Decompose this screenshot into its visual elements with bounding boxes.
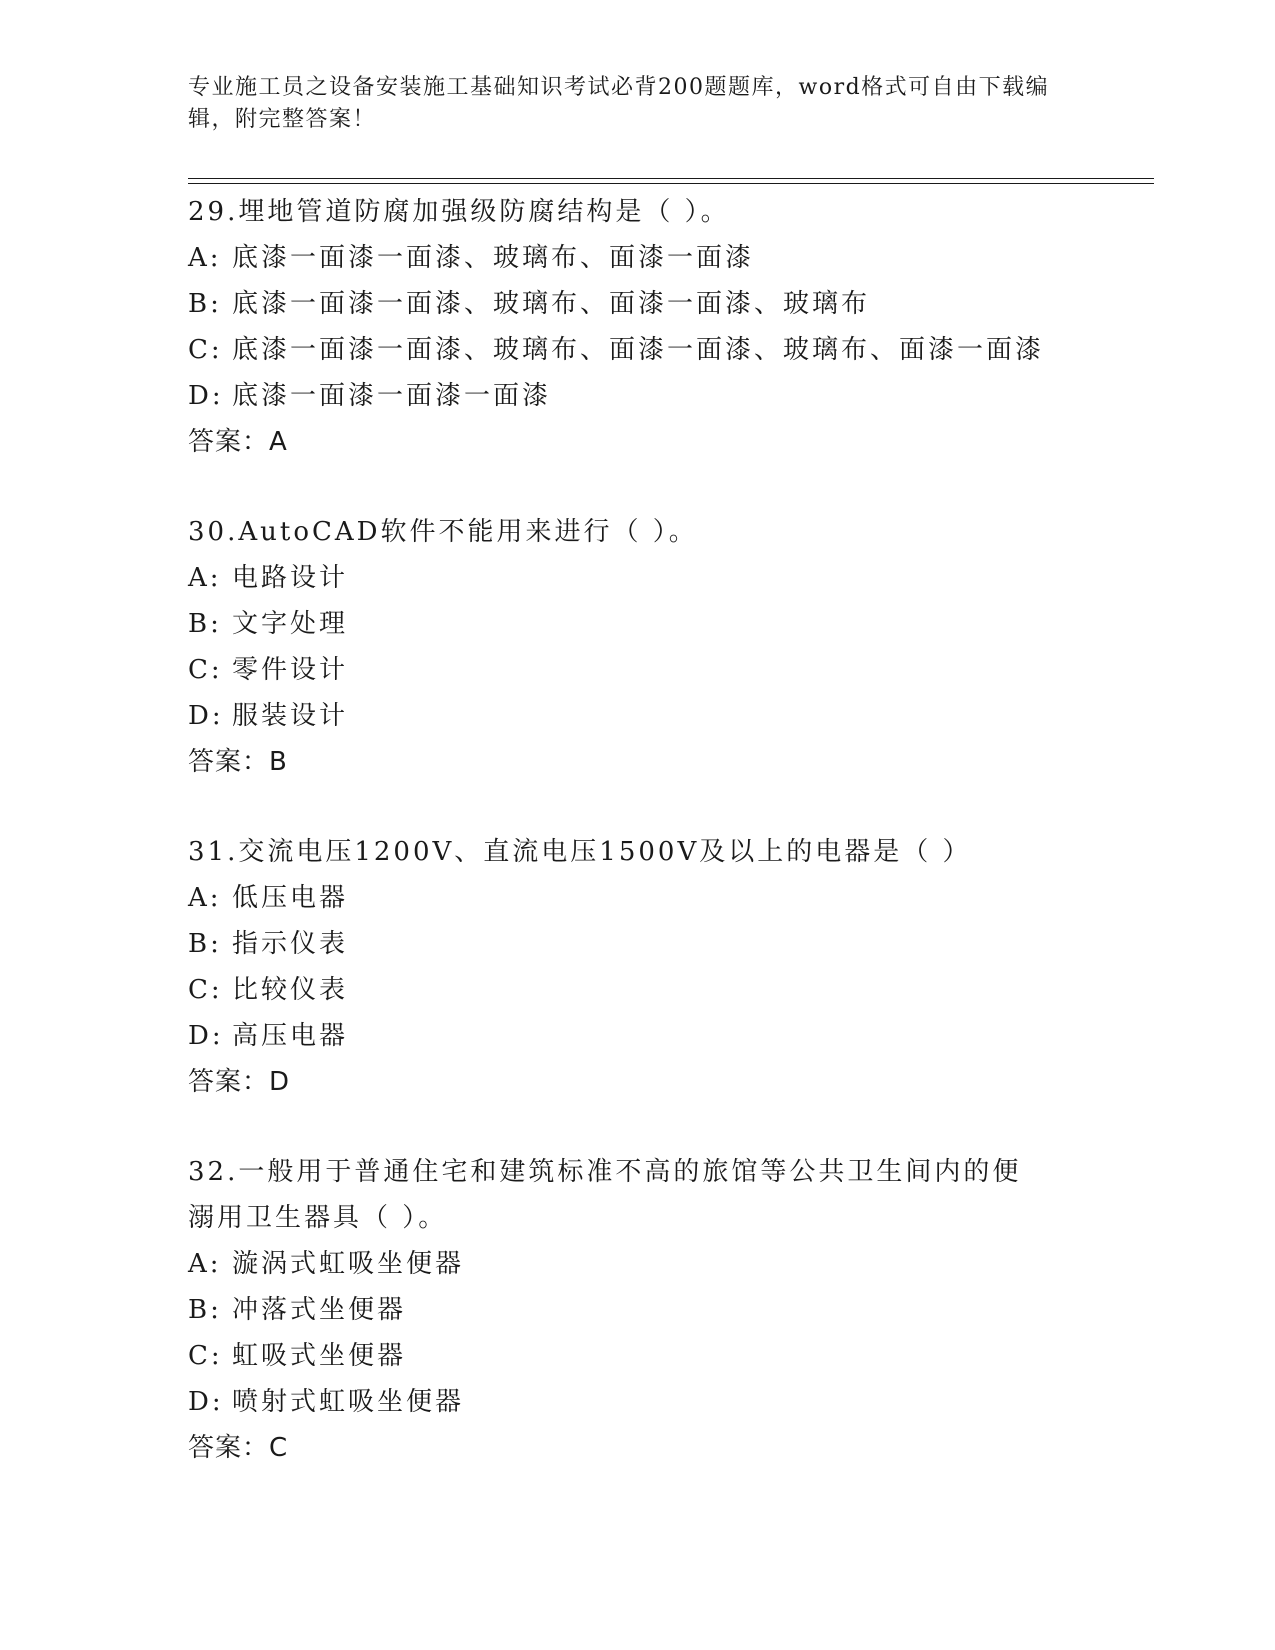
- option-c: [188, 967, 1088, 1013]
- answer-line: 答案：A: [188, 427, 288, 457]
- option-text: 底漆一面漆一面漆、玻璃布、面漆一面漆、玻璃布、面漆一面漆: [232, 335, 1045, 365]
- option-b: [188, 281, 1088, 327]
- option-key: A:: [188, 243, 222, 273]
- option-a: [188, 875, 1088, 921]
- option-d: [188, 1379, 1088, 1425]
- option-d: [188, 1013, 1088, 1059]
- header-divider-top: [188, 178, 1154, 179]
- option-a: [188, 555, 1088, 601]
- question-30: [188, 509, 1088, 785]
- option-key: C:: [188, 335, 223, 365]
- option-d: [188, 693, 1088, 739]
- answer-line: 答案：D: [188, 1067, 291, 1097]
- option-key: B:: [188, 609, 222, 639]
- option-key: D:: [188, 701, 224, 731]
- question-stem: 32.一般用于普通住宅和建筑标准不高的旅馆等公共卫生间内的便溺用卫生器具（ ）。: [188, 1157, 1022, 1233]
- option-text: 服装设计: [232, 701, 349, 731]
- option-b: [188, 1287, 1088, 1333]
- question-31: [188, 829, 1088, 1105]
- option-text: 底漆一面漆一面漆、玻璃布、面漆一面漆: [232, 243, 755, 273]
- option-b: [188, 921, 1088, 967]
- option-key: A:: [188, 563, 222, 593]
- option-text: 低压电器: [232, 883, 349, 913]
- document-header: 专业施工员之设备安装施工基础知识考试必背200题题库，word格式可自由下载编辑，附完整答案！: [188, 75, 1050, 132]
- option-key: D:: [188, 1021, 224, 1051]
- option-d: [188, 373, 1088, 419]
- option-key: B:: [188, 289, 222, 319]
- option-text: 底漆一面漆一面漆、玻璃布、面漆一面漆、玻璃布: [232, 289, 871, 319]
- option-key: A:: [188, 883, 222, 913]
- option-text: 冲落式坐便器: [232, 1295, 407, 1325]
- option-c: [188, 647, 1088, 693]
- option-key: B:: [188, 929, 222, 959]
- option-a: [188, 1241, 1088, 1287]
- option-key: D:: [188, 1387, 224, 1417]
- option-key: C:: [188, 975, 223, 1005]
- option-text: 指示仪表: [232, 929, 349, 959]
- option-text: 比较仪表: [232, 975, 349, 1005]
- option-text: 漩涡式虹吸坐便器: [232, 1249, 465, 1279]
- option-key: D:: [188, 381, 224, 411]
- option-key: B:: [188, 1295, 222, 1325]
- option-key: C:: [188, 655, 223, 685]
- option-key: C:: [188, 1341, 223, 1371]
- answer-line: 答案：C: [188, 1433, 289, 1463]
- question-29: [188, 189, 1088, 465]
- question-stem: 30.AutoCAD软件不能用来进行（ ）。: [188, 517, 698, 547]
- answer-line: 答案：B: [188, 747, 288, 777]
- option-text: 喷射式虹吸坐便器: [232, 1387, 465, 1417]
- question-32: [188, 1149, 1088, 1471]
- option-text: 文字处理: [232, 609, 349, 639]
- option-text: 高压电器: [232, 1021, 349, 1051]
- question-stem: 29.埋地管道防腐加强级防腐结构是（ ）。: [188, 197, 730, 227]
- option-text: 底漆一面漆一面漆一面漆: [232, 381, 552, 411]
- option-c: [188, 1333, 1088, 1379]
- header-divider-bottom: [188, 183, 1154, 184]
- option-a: [188, 235, 1088, 281]
- question-stem: 31.交流电压1200V、直流电压1500V及以上的电器是（ ）: [188, 837, 972, 867]
- option-text: 电路设计: [232, 563, 349, 593]
- option-text: 虹吸式坐便器: [232, 1341, 407, 1371]
- option-key: A:: [188, 1249, 222, 1279]
- option-b: [188, 601, 1088, 647]
- option-text: 零件设计: [232, 655, 349, 685]
- option-c: [188, 327, 1088, 373]
